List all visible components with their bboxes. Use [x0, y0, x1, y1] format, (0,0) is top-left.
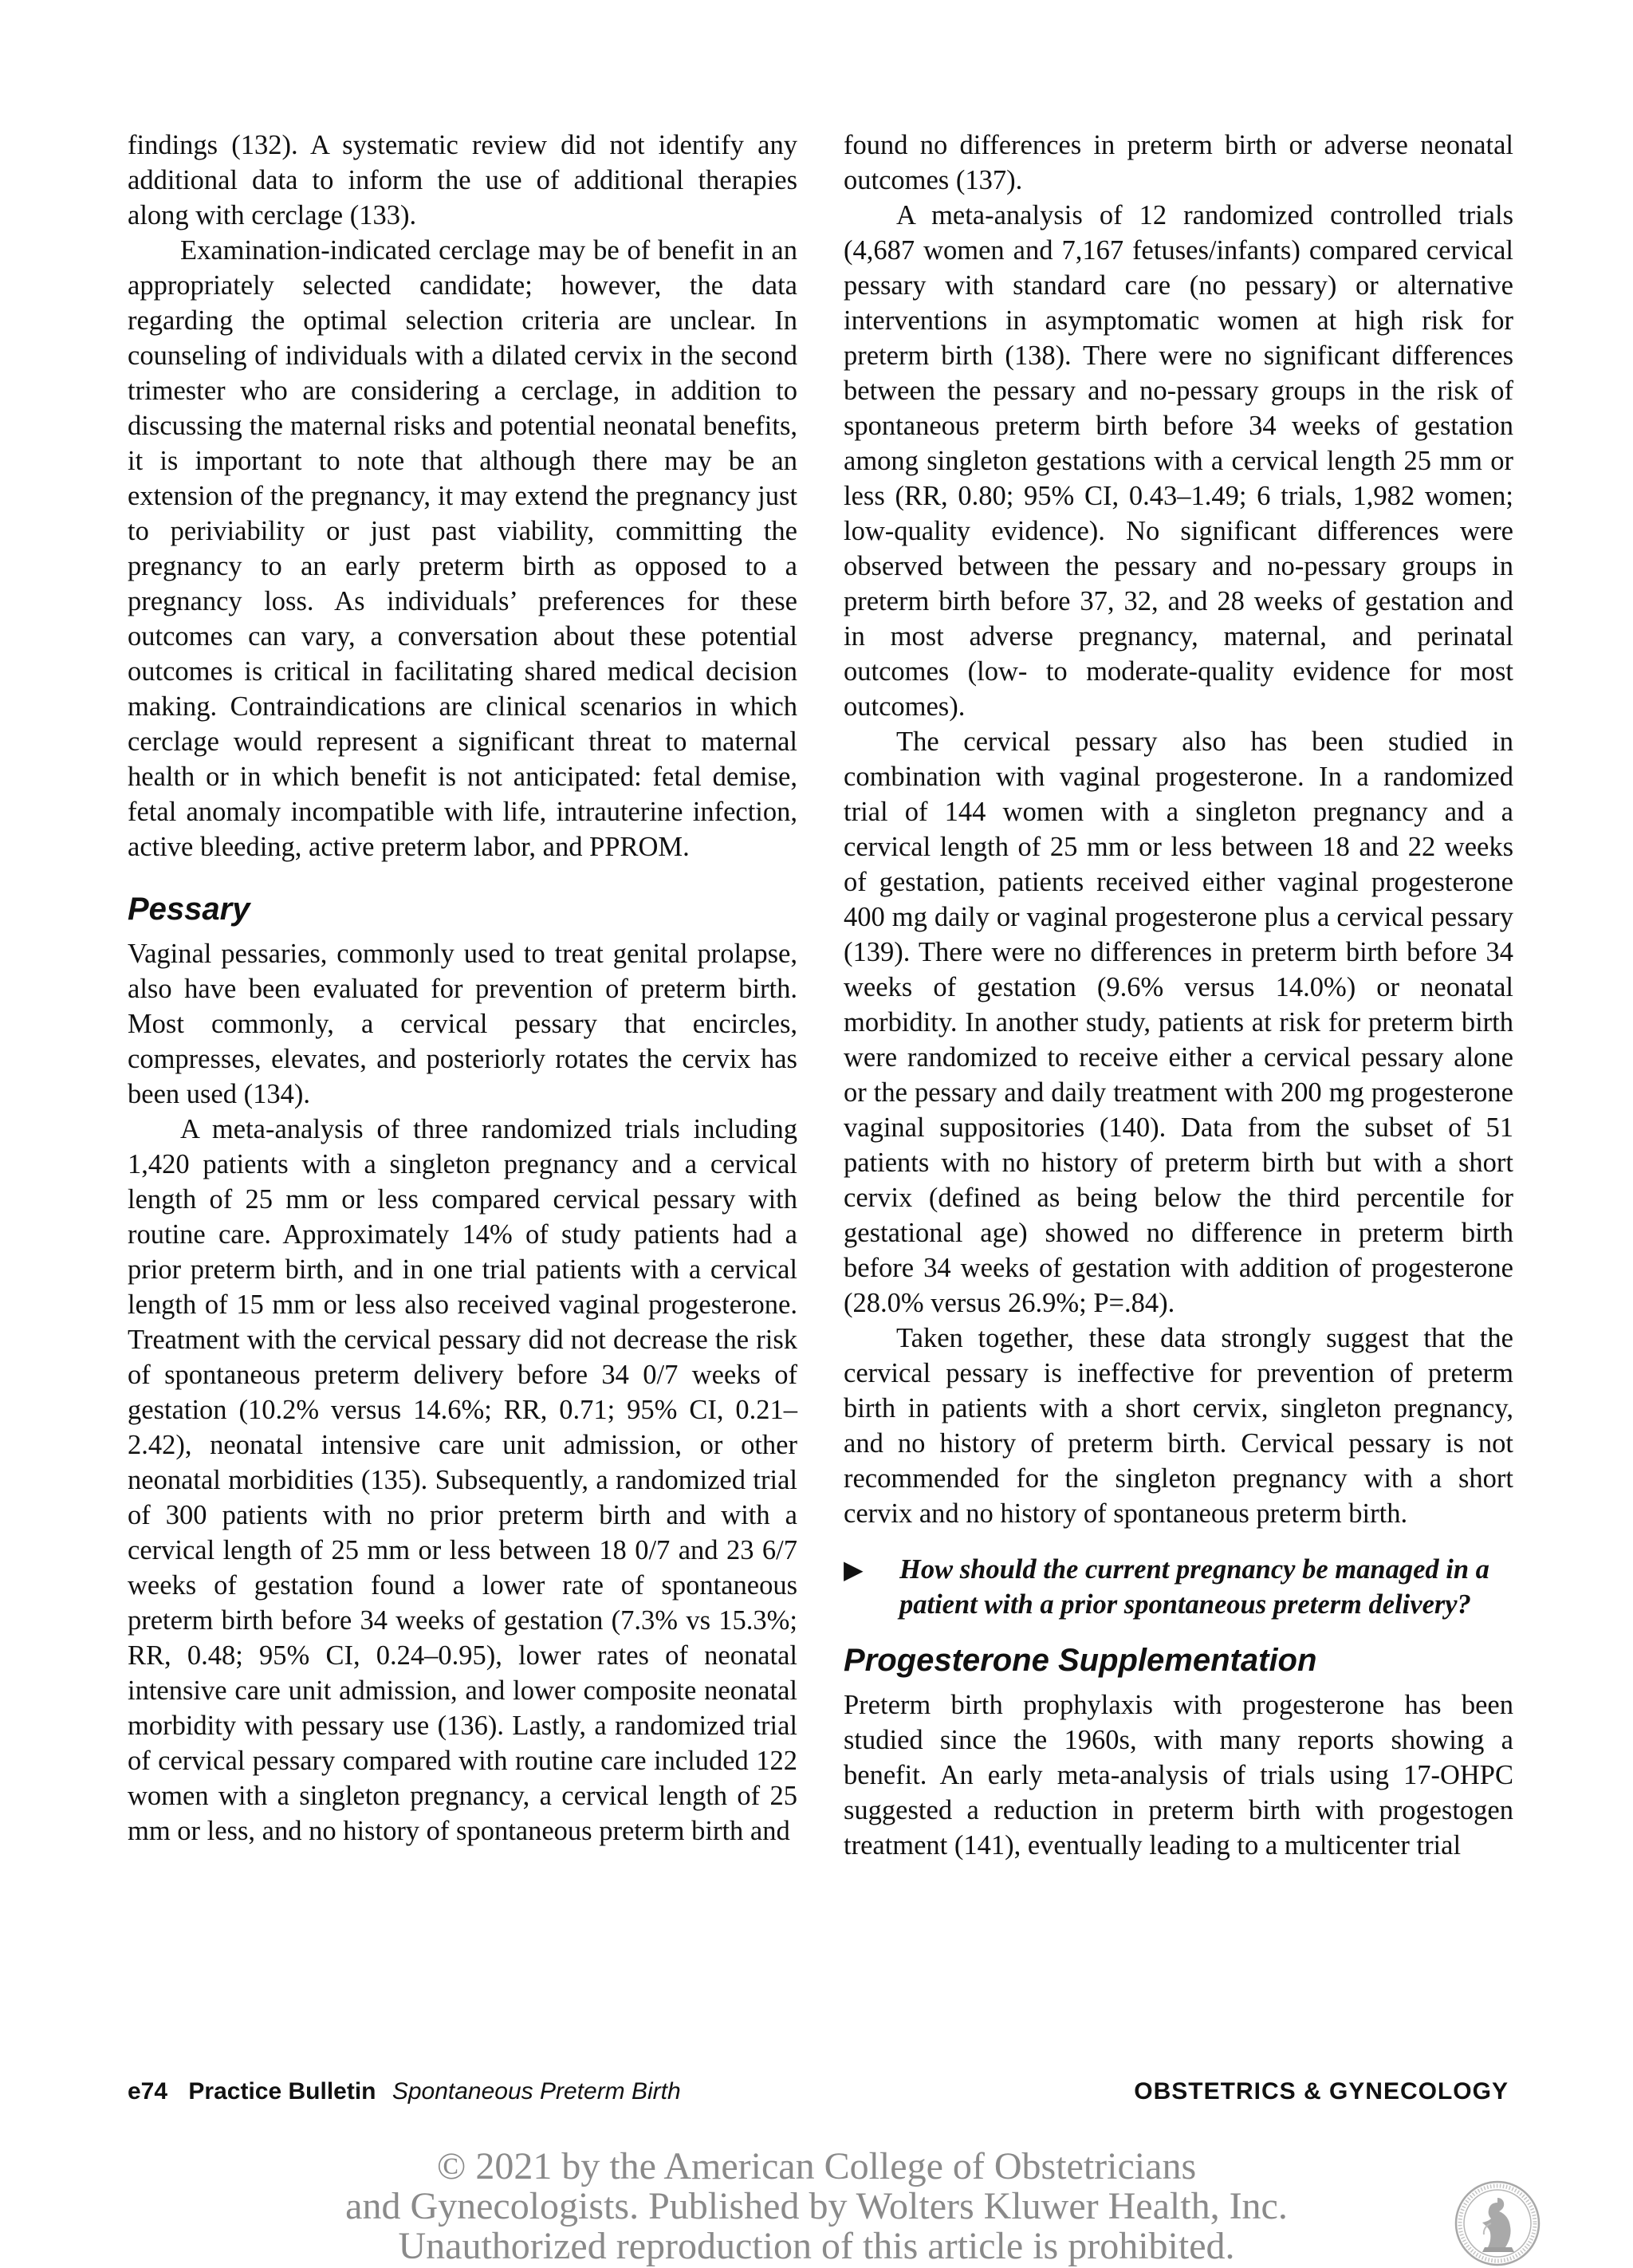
right-column	[844, 128, 1513, 1863]
copyright-line: Unauthorized reproduction of this article is prohibited.	[398, 2225, 1235, 2267]
acog-seal-icon	[1453, 2179, 1542, 2268]
paragraph: The cervical pessary also has been studied in combination with vaginal progesterone. In a randomized trial of 144 women with a singleton pregnancy and a cervical length of 25 mm or less between 18 and 22 weeks of gestation, patients received either vaginal progesterone 400 mg daily or vaginal progesterone plus a cervical pessary (139). There were no differences in preterm birth before 34 weeks of gestation (9.6% versus 14.0%) or neonatal morbidity. In another study, patients at risk for preterm birth were randomized to receive either a cervical pessary alone or the pessary and daily treatment with 200 mg progesterone vaginal suppositories (140). Data from the subset of 51 patients with no history of preterm birth but with a short cervix (defined as being below the third percentile for gestational age) showed no difference in preterm birth before 34 weeks of gestation with addition of progesterone (28.0% versus 26.9%; P=.84).	[844, 726, 1513, 1318]
footer-bulletin-title: Spontaneous Preterm Birth	[392, 2078, 681, 2105]
question-text: How should the current pregnancy be managed in a patient with a prior spontaneous preterm delivery?	[899, 1554, 1489, 1620]
section-heading-progesterone: Progesterone Supplementation	[844, 1643, 1317, 1678]
paragraph: Vaginal pessaries, commonly used to treat genital prolapse, also have been evaluated for prevention of preterm birth. Most commonly, a cervical pessary that encircles, compresses, elevates, and posteriorly rotates the cervix has been used (134).	[128, 939, 797, 1109]
page-footer	[128, 2073, 1509, 2110]
paragraph: Preterm birth prophylaxis with progesterone has been studied since the 1960s, with many reports showing a benefit. An early meta-analysis of trials using 17-OHPC suggested a reduction in preterm birth with progestogen treatment (141), eventually leading to a multicenter trial	[844, 1690, 1513, 1860]
triangle-arrow-icon: ▶	[844, 1554, 864, 1585]
copyright-line: and Gynecologists. Published by Wolters Kluwer Health, Inc.	[345, 2185, 1288, 2227]
paragraph: Examination-indicated cerclage may be of benefit in an appropriately selected candidate; however, the data regarding the optimal selection criteria are unclear. In counseling of individuals with a dilated cervix in the second trimester who are considering a cerclage, in addition to discussing the maternal risks and potential neonatal benefits, it is important to note that although there may be an extension of the pregnancy, it may extend the pregnancy just to periviability or just past viability, committing the pregnancy to an early preterm birth as opposed to a pregnancy loss. As individuals’ preferences for these outcomes can vary, a conversation about these potential outcomes is critical in facilitating shared medical decision making. Contraindications are clinical scenarios in which cerclage would represent a significant threat to maternal health or in which benefit is not anticipated: fetal demise, fetal anomaly incompatible with life, intrauterine infection, active bleeding, active preterm labor, and PPROM.	[128, 235, 797, 862]
footer-journal: OBSTETRICS & GYNECOLOGY	[1134, 2078, 1509, 2105]
paragraph: found no differences in preterm birth or adverse neonatal outcomes (137).	[844, 130, 1513, 195]
paragraph: A meta-analysis of 12 randomized controlled trials (4,687 women and 7,167 fetuses/infants) compared cervical pessary with standard care (no pessary) or alternative interventions in asymptomatic women at high risk for preterm birth (138). There were no significant differences between the pessary and no-pessary groups in the risk of spontaneous preterm birth before 34 weeks of gestation among singleton gestations with a cervical length 25 mm or less (RR, 0.80; 95% CI, 0.43–1.49; 6 trials, 1,982 women; low-quality evidence). No significant differences were observed between the pessary and no-pessary groups in preterm birth before 37, 32, and 28 weeks of gestation and in most adverse pregnancy, maternal, and perinatal outcomes (low- to moderate-quality evidence for most outcomes).	[844, 200, 1513, 722]
copyright-watermark	[179, 2147, 1454, 2266]
clinical-question	[844, 1552, 1513, 1622]
footer-series: Practice Bulletin	[188, 2078, 376, 2105]
section-heading-pessary: Pessary	[128, 892, 250, 927]
page-number: e74	[128, 2078, 168, 2105]
paragraph: Taken together, these data strongly suggest that the cervical pessary is ineffective for prevention of preterm birth in patients with a short cervix, singleton pregnancy, and no history of preterm birth. Cervical pessary is not recommended for the singleton pregnancy with a short cervix and no history of spontaneous preterm birth.	[844, 1323, 1513, 1529]
copyright-line: © 2021 by the American College of Obstetricians	[436, 2145, 1197, 2187]
paragraph: A meta-analysis of three randomized trials including 1,420 patients with a singleton pregnancy and a cervical length of 25 mm or less compared cervical pessary with routine care. Approximately 14% of study patients had a prior preterm birth, and in one trial patients with a cervical length of 15 mm or less also received vaginal progesterone. Treatment with the cervical pessary did not decrease the risk of spontaneous preterm delivery before 34 0/7 weeks of gestation (10.2% versus 14.6%; RR, 0.71; 95% CI, 0.21–2.42), neonatal intensive care unit admission, or other neonatal morbidities (135). Subsequently, a randomized trial of 300 patients with no prior preterm birth and with a cervical length of 25 mm or less between 18 0/7 and 23 6/7 weeks of gestation found a lower rate of spontaneous preterm birth before 34 weeks of gestation (7.3% vs 15.3%; RR, 0.48; 95% CI, 0.24–0.95), lower rates of neonatal intensive care unit admission, and lower composite neonatal morbidity with pessary use (136). Lastly, a randomized trial of cervical pessary compared with routine care included 122 women with a singleton pregnancy, a cervical length of 25 mm or less, and no history of spontaneous preterm birth and	[128, 1114, 797, 1846]
left-column	[128, 128, 797, 1849]
paragraph: findings (132). A systematic review did not identify any additional data to inform the use of additional therapies along with cerclage (133).	[128, 130, 797, 230]
